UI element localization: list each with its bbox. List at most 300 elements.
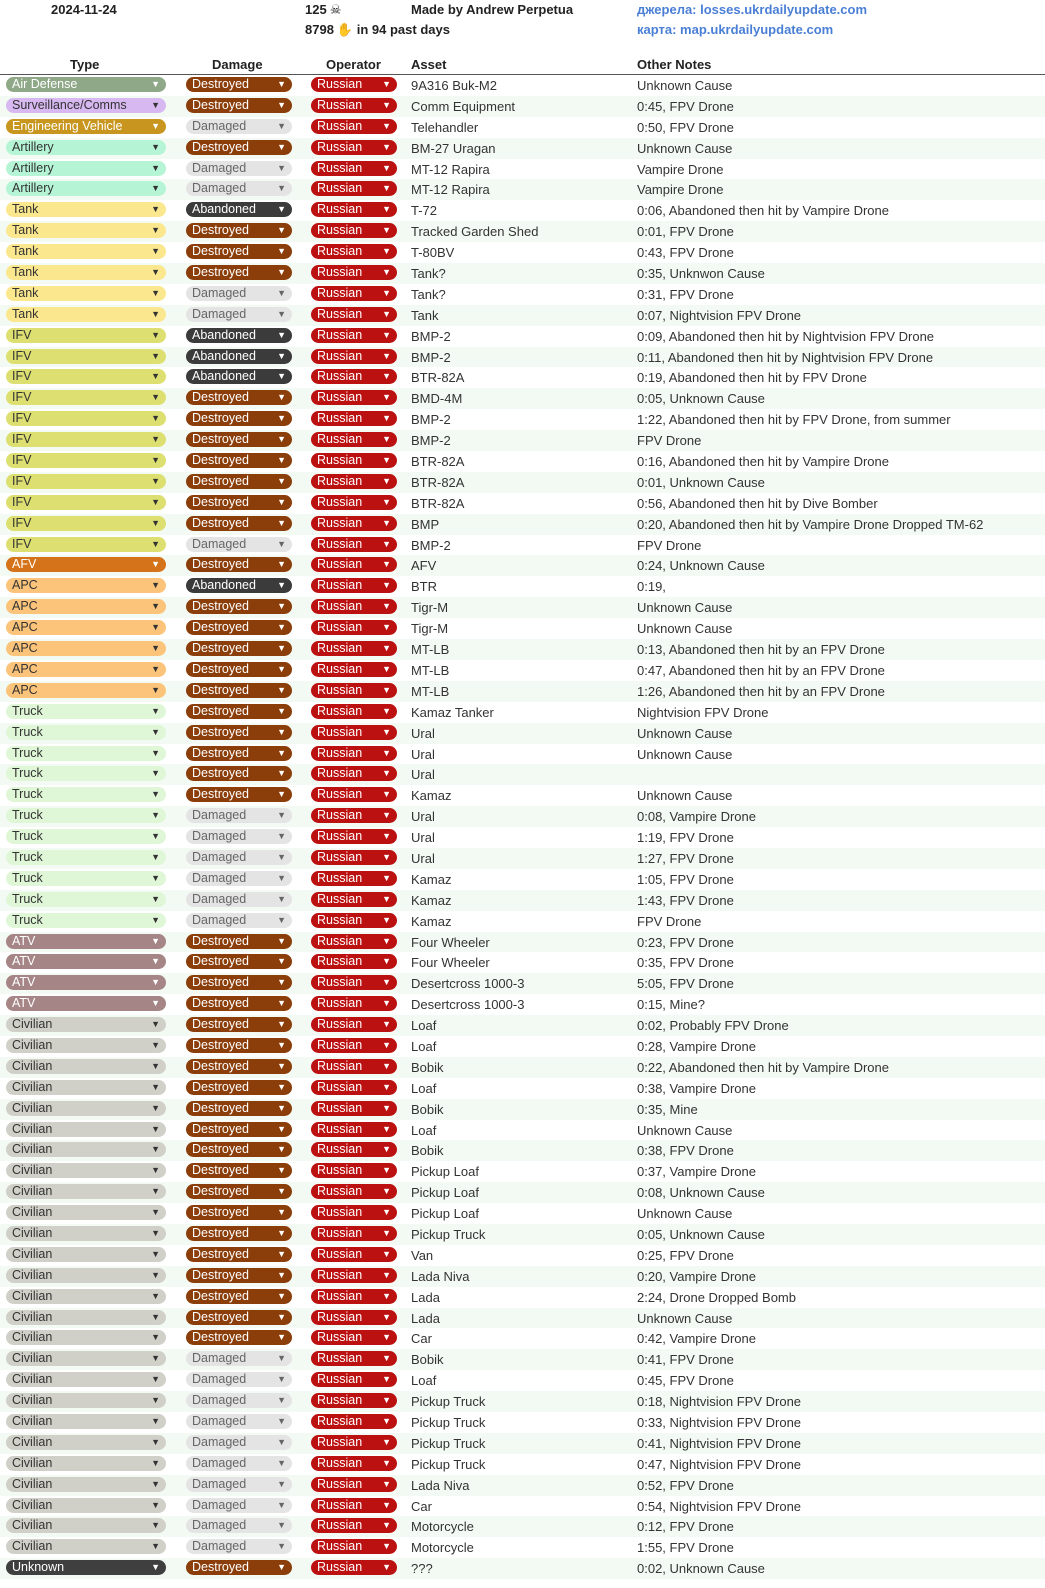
damage-select[interactable]	[186, 1142, 292, 1157]
damage-select-value: Destroyed	[192, 557, 249, 572]
asset-cell: BTR-82A	[411, 370, 465, 386]
damage-select[interactable]	[186, 1059, 292, 1074]
chevron-down-icon: ▼	[382, 663, 391, 674]
type-select[interactable]	[6, 766, 166, 781]
type-select[interactable]	[6, 390, 166, 405]
damage-select[interactable]	[186, 829, 292, 844]
damage-select[interactable]	[186, 683, 292, 698]
type-select[interactable]	[6, 808, 166, 823]
operator-select[interactable]	[311, 599, 397, 614]
operator-select[interactable]	[311, 620, 397, 635]
asset-cell: Ural	[411, 850, 435, 866]
damage-select[interactable]	[186, 1205, 292, 1220]
damage-select[interactable]	[186, 1122, 292, 1137]
type-select[interactable]	[6, 349, 166, 364]
type-select[interactable]	[6, 181, 166, 196]
chevron-down-icon: ▼	[277, 851, 286, 862]
damage-select[interactable]	[186, 495, 292, 510]
operator-select[interactable]	[311, 954, 397, 969]
damage-select[interactable]	[186, 474, 292, 489]
type-select[interactable]	[6, 1268, 166, 1283]
operator-select[interactable]	[311, 1247, 397, 1262]
operator-select[interactable]	[311, 808, 397, 823]
type-select[interactable]	[6, 411, 166, 426]
type-select[interactable]	[6, 1393, 166, 1408]
damage-select[interactable]	[186, 432, 292, 447]
damage-select-value: Damaged	[192, 1351, 247, 1366]
asset-cell: Kamaz Tanker	[411, 704, 494, 720]
type-select[interactable]	[6, 996, 166, 1011]
damage-select[interactable]	[186, 1372, 292, 1387]
operator-select[interactable]	[311, 1142, 397, 1157]
operator-select[interactable]	[311, 244, 397, 259]
operator-select[interactable]	[311, 1456, 397, 1471]
table-row	[0, 681, 1045, 702]
damage-select[interactable]	[186, 704, 292, 719]
asset-cell: Pickup Loaf	[411, 1206, 479, 1222]
type-select[interactable]	[6, 1310, 166, 1325]
type-select-value: Civilian	[12, 1205, 53, 1220]
map-link[interactable]: карта: map.ukrdailyupdate.com	[637, 22, 834, 37]
type-select[interactable]	[6, 787, 166, 802]
damage-select[interactable]	[186, 1456, 292, 1471]
damage-select[interactable]	[186, 1435, 292, 1450]
type-select[interactable]	[6, 1059, 166, 1074]
table-row	[0, 326, 1045, 347]
type-select[interactable]	[6, 599, 166, 614]
operator-select[interactable]	[311, 1038, 397, 1053]
operator-select-value: Russian	[317, 870, 363, 885]
type-select[interactable]	[6, 683, 166, 698]
type-select[interactable]	[6, 161, 166, 176]
damage-select[interactable]	[186, 871, 292, 886]
type-select[interactable]	[6, 432, 166, 447]
damage-select[interactable]	[186, 1017, 292, 1032]
operator-select[interactable]	[311, 787, 397, 802]
asset-cell: Kamaz	[411, 788, 452, 804]
column-header-asset[interactable]: Asset	[411, 57, 447, 72]
damage-select[interactable]	[186, 390, 292, 405]
chevron-down-icon: ▼	[151, 1541, 160, 1552]
type-select[interactable]	[6, 1101, 166, 1116]
operator-select[interactable]	[311, 1414, 397, 1429]
damage-select[interactable]	[186, 516, 292, 531]
table-row	[0, 764, 1045, 785]
operator-select[interactable]	[311, 1372, 397, 1387]
operator-select[interactable]	[311, 892, 397, 907]
damage-select[interactable]	[186, 1351, 292, 1366]
damage-select[interactable]	[186, 954, 292, 969]
chevron-down-icon: ▼	[151, 872, 160, 883]
column-header-notes[interactable]: Other Notes	[637, 57, 712, 72]
damage-select[interactable]	[186, 1560, 292, 1575]
operator-select[interactable]	[311, 704, 397, 719]
damage-select[interactable]	[186, 140, 292, 155]
damage-select[interactable]	[186, 1310, 292, 1325]
damage-select[interactable]	[186, 411, 292, 426]
operator-select[interactable]	[311, 1122, 397, 1137]
type-select[interactable]	[6, 1560, 166, 1575]
type-select[interactable]	[6, 265, 166, 280]
type-select[interactable]	[6, 725, 166, 740]
operator-select[interactable]	[311, 1539, 397, 1554]
chevron-down-icon: ▼	[382, 1060, 391, 1071]
operator-select[interactable]	[311, 181, 397, 196]
damage-select[interactable]	[186, 98, 292, 113]
chevron-down-icon: ▼	[277, 768, 286, 779]
damage-select[interactable]	[186, 1539, 292, 1554]
operator-select[interactable]	[311, 1080, 397, 1095]
operator-select[interactable]	[311, 1205, 397, 1220]
type-select-value: Air Defense	[12, 77, 78, 91]
notes-cell: 0:35, Unknwon Cause	[637, 266, 765, 282]
type-select[interactable]	[6, 1477, 166, 1492]
damage-select-value: Damaged	[192, 1372, 247, 1387]
damage-select[interactable]	[186, 1268, 292, 1283]
operator-select[interactable]	[311, 1163, 397, 1178]
asset-cell: Tank?	[411, 286, 446, 302]
operator-select[interactable]	[311, 223, 397, 238]
damage-select[interactable]	[186, 369, 292, 384]
chevron-down-icon: ▼	[277, 935, 286, 946]
chevron-down-icon: ▼	[277, 1165, 286, 1176]
operator-select[interactable]	[311, 77, 397, 92]
table-row	[0, 994, 1045, 1015]
notes-cell: 0:41, FPV Drone	[637, 1352, 734, 1368]
chevron-down-icon: ▼	[151, 810, 160, 821]
type-select[interactable]	[6, 369, 166, 384]
damage-select[interactable]	[186, 557, 292, 572]
operator-select[interactable]	[311, 474, 397, 489]
operator-select[interactable]	[311, 1560, 397, 1575]
operator-select[interactable]	[311, 766, 397, 781]
losses-table	[0, 75, 1045, 1579]
type-select[interactable]	[6, 1414, 166, 1429]
damage-select[interactable]	[186, 1498, 292, 1513]
operator-select[interactable]	[311, 975, 397, 990]
operator-select[interactable]	[311, 1498, 397, 1513]
operator-select[interactable]	[311, 725, 397, 740]
damage-select[interactable]	[186, 1289, 292, 1304]
damage-select[interactable]	[186, 620, 292, 635]
chevron-down-icon: ▼	[382, 1457, 391, 1468]
asset-cell: Telehandler	[411, 119, 479, 135]
damage-select[interactable]	[186, 766, 292, 781]
operator-select[interactable]	[311, 265, 397, 280]
damage-select[interactable]	[186, 1393, 292, 1408]
type-select[interactable]	[6, 641, 166, 656]
operator-select[interactable]	[311, 369, 397, 384]
source-link[interactable]: джерела: losses.ukrdailyupdate.com	[637, 2, 868, 17]
operator-select[interactable]	[311, 746, 397, 761]
notes-cell: 2:24, Drone Dropped Bomb	[637, 1289, 796, 1305]
type-select-value: IFV	[12, 369, 32, 384]
type-select[interactable]	[6, 934, 166, 949]
notes-cell: Unknown Cause	[637, 788, 733, 804]
type-select[interactable]	[6, 1205, 166, 1220]
type-select[interactable]	[6, 1017, 166, 1032]
asset-cell: BMP-2	[411, 433, 451, 449]
damage-select[interactable]	[186, 808, 292, 823]
type-select[interactable]	[6, 1080, 166, 1095]
type-select[interactable]	[6, 1226, 166, 1241]
damage-select[interactable]	[186, 453, 292, 468]
type-select[interactable]	[6, 307, 166, 322]
type-select[interactable]	[6, 119, 166, 134]
damage-select[interactable]	[186, 1226, 292, 1241]
type-select[interactable]	[6, 537, 166, 552]
operator-select-value: Russian	[317, 766, 363, 781]
type-select[interactable]	[6, 223, 166, 238]
damage-select[interactable]	[186, 202, 292, 217]
damage-select[interactable]	[186, 1477, 292, 1492]
operator-select[interactable]	[311, 1268, 397, 1283]
operator-select[interactable]	[311, 432, 397, 447]
table-row	[0, 806, 1045, 827]
type-select-value: Civilian	[12, 1497, 53, 1512]
type-select[interactable]	[6, 704, 166, 719]
damage-select[interactable]	[186, 1038, 292, 1053]
notes-cell: 0:33, Nightvision FPV Drone	[637, 1415, 802, 1430]
operator-select[interactable]	[311, 871, 397, 886]
damage-select[interactable]	[186, 996, 292, 1011]
type-select[interactable]	[6, 1184, 166, 1199]
type-select[interactable]	[6, 578, 166, 593]
type-select[interactable]	[6, 871, 166, 886]
type-select-value: APC	[12, 620, 38, 635]
operator-select[interactable]	[311, 390, 397, 405]
operator-select[interactable]	[311, 307, 397, 322]
type-select[interactable]	[6, 620, 166, 635]
asset-cell: Loaf	[411, 1373, 437, 1389]
chevron-down-icon: ▼	[382, 1102, 391, 1113]
operator-select-value: Russian	[317, 557, 363, 572]
type-select[interactable]	[6, 1518, 166, 1533]
operator-select[interactable]	[311, 913, 397, 928]
type-select[interactable]	[6, 453, 166, 468]
operator-select[interactable]	[311, 1017, 397, 1032]
damage-select[interactable]	[186, 1247, 292, 1262]
damage-select-value: Abandoned	[192, 578, 256, 593]
type-select-value: IFV	[12, 515, 32, 530]
column-header-damage[interactable]: Damage	[212, 57, 263, 72]
notes-cell: 0:02, Unknown Cause	[637, 1561, 765, 1577]
type-select[interactable]	[6, 140, 166, 155]
type-select[interactable]	[6, 892, 166, 907]
operator-select[interactable]	[311, 1351, 397, 1366]
type-select[interactable]	[6, 1289, 166, 1304]
operator-select[interactable]	[311, 1518, 397, 1533]
type-select[interactable]	[6, 913, 166, 928]
operator-select[interactable]	[311, 683, 397, 698]
damage-select[interactable]	[186, 1518, 292, 1533]
damage-select[interactable]	[186, 934, 292, 949]
type-select[interactable]	[6, 328, 166, 343]
damage-select-value: Destroyed	[192, 954, 249, 969]
chevron-down-icon: ▼	[382, 1374, 391, 1385]
type-select[interactable]	[6, 98, 166, 113]
damage-select-value: Destroyed	[192, 1017, 249, 1032]
chevron-down-icon: ▼	[151, 141, 160, 152]
operator-select[interactable]	[311, 1330, 397, 1345]
type-select[interactable]	[6, 1038, 166, 1053]
type-select[interactable]	[6, 1372, 166, 1387]
damage-select[interactable]	[186, 1184, 292, 1199]
operator-select[interactable]	[311, 1101, 397, 1116]
damage-select[interactable]	[186, 892, 292, 907]
damage-select-value: Destroyed	[192, 1121, 249, 1136]
operator-select[interactable]	[311, 641, 397, 656]
type-select[interactable]	[6, 1330, 166, 1345]
damage-select[interactable]	[186, 725, 292, 740]
damage-select[interactable]	[186, 286, 292, 301]
type-select-value: Truck	[12, 849, 43, 864]
type-select[interactable]	[6, 1498, 166, 1513]
column-header-type[interactable]: Type	[70, 57, 100, 72]
type-select[interactable]	[6, 1163, 166, 1178]
damage-select[interactable]	[186, 975, 292, 990]
damage-select[interactable]	[186, 537, 292, 552]
chevron-down-icon: ▼	[151, 1436, 160, 1447]
operator-select[interactable]	[311, 829, 397, 844]
operator-select[interactable]	[311, 349, 397, 364]
operator-select[interactable]	[311, 140, 397, 155]
damage-select[interactable]	[186, 223, 292, 238]
chevron-down-icon: ▼	[382, 1269, 391, 1280]
operator-select[interactable]	[311, 516, 397, 531]
operator-select[interactable]	[311, 328, 397, 343]
operator-select[interactable]	[311, 286, 397, 301]
notes-cell: 1:22, Abandoned then hit by FPV Drone, from summer	[637, 412, 951, 428]
damage-select[interactable]	[186, 161, 292, 176]
damage-select-value: Destroyed	[192, 787, 249, 802]
table-row	[0, 597, 1045, 618]
damage-select[interactable]	[186, 662, 292, 677]
type-select[interactable]	[6, 1247, 166, 1262]
damage-select[interactable]	[186, 578, 292, 593]
type-select[interactable]	[6, 1539, 166, 1554]
chevron-down-icon: ▼	[277, 308, 286, 319]
damage-select[interactable]	[186, 1163, 292, 1178]
operator-select[interactable]	[311, 662, 397, 677]
damage-select[interactable]	[186, 913, 292, 928]
type-select[interactable]	[6, 557, 166, 572]
type-select-value: Truck	[12, 870, 43, 885]
damage-select-value: Abandoned	[192, 202, 256, 217]
type-select[interactable]	[6, 1142, 166, 1157]
damage-select[interactable]	[186, 328, 292, 343]
damage-select[interactable]	[186, 599, 292, 614]
operator-select[interactable]	[311, 98, 397, 113]
operator-select[interactable]	[311, 1226, 397, 1241]
damage-select[interactable]	[186, 119, 292, 134]
report-date: 2024-11-24	[51, 2, 117, 17]
damage-select[interactable]	[186, 746, 292, 761]
operator-select[interactable]	[311, 1393, 397, 1408]
operator-select[interactable]	[311, 557, 397, 572]
operator-select[interactable]	[311, 934, 397, 949]
column-header-operator[interactable]: Operator	[326, 57, 381, 72]
type-select[interactable]	[6, 746, 166, 761]
type-select[interactable]	[6, 244, 166, 259]
asset-cell: Four Wheeler	[411, 955, 490, 971]
operator-select-value: Russian	[317, 223, 363, 238]
type-select[interactable]	[6, 662, 166, 677]
damage-select[interactable]	[186, 349, 292, 364]
chevron-down-icon: ▼	[277, 1290, 286, 1301]
type-select[interactable]	[6, 474, 166, 489]
type-select[interactable]	[6, 202, 166, 217]
damage-select[interactable]	[186, 1330, 292, 1345]
chevron-down-icon: ▼	[277, 705, 286, 716]
operator-select[interactable]	[311, 161, 397, 176]
type-select[interactable]	[6, 954, 166, 969]
chevron-down-icon: ▼	[277, 1353, 286, 1364]
operator-select[interactable]	[311, 1435, 397, 1450]
damage-select[interactable]	[186, 307, 292, 322]
notes-cell: 0:35, FPV Drone	[637, 955, 734, 971]
operator-select[interactable]	[311, 578, 397, 593]
damage-select[interactable]	[186, 850, 292, 865]
operator-select[interactable]	[311, 1289, 397, 1304]
operator-select[interactable]	[311, 1477, 397, 1492]
operator-select[interactable]	[311, 495, 397, 510]
type-select[interactable]	[6, 516, 166, 531]
type-select[interactable]	[6, 286, 166, 301]
chevron-down-icon: ▼	[277, 1499, 286, 1510]
damage-select[interactable]	[186, 77, 292, 92]
operator-select[interactable]	[311, 850, 397, 865]
operator-select[interactable]	[311, 453, 397, 468]
operator-select[interactable]	[311, 1184, 397, 1199]
damage-select[interactable]	[186, 1101, 292, 1116]
type-select[interactable]	[6, 1456, 166, 1471]
chevron-down-icon: ▼	[277, 455, 286, 466]
type-select[interactable]	[6, 1351, 166, 1366]
type-select-value: Civilian	[12, 1142, 53, 1157]
operator-select-value: Russian	[317, 1100, 363, 1115]
damage-select[interactable]	[186, 1414, 292, 1429]
type-select[interactable]	[6, 975, 166, 990]
table-row	[0, 639, 1045, 660]
damage-select[interactable]	[186, 1080, 292, 1095]
damage-select[interactable]	[186, 787, 292, 802]
damage-select-value: Damaged	[192, 285, 247, 300]
operator-select[interactable]	[311, 202, 397, 217]
type-select[interactable]	[6, 1122, 166, 1137]
chevron-down-icon: ▼	[151, 726, 160, 737]
operator-select[interactable]	[311, 411, 397, 426]
operator-select[interactable]	[311, 1310, 397, 1325]
type-select[interactable]	[6, 77, 166, 92]
type-select[interactable]	[6, 829, 166, 844]
notes-cell: 0:19,	[637, 579, 666, 595]
damage-select[interactable]	[186, 641, 292, 656]
chevron-down-icon: ▼	[151, 977, 160, 988]
damage-select[interactable]	[186, 181, 292, 196]
type-select[interactable]	[6, 1435, 166, 1450]
operator-select[interactable]	[311, 119, 397, 134]
operator-select[interactable]	[311, 537, 397, 552]
damage-select[interactable]	[186, 244, 292, 259]
type-select[interactable]	[6, 850, 166, 865]
table-row	[0, 890, 1045, 911]
operator-select[interactable]	[311, 996, 397, 1011]
damage-select[interactable]	[186, 265, 292, 280]
type-select[interactable]	[6, 495, 166, 510]
chevron-down-icon: ▼	[382, 893, 391, 904]
operator-select[interactable]	[311, 1059, 397, 1074]
